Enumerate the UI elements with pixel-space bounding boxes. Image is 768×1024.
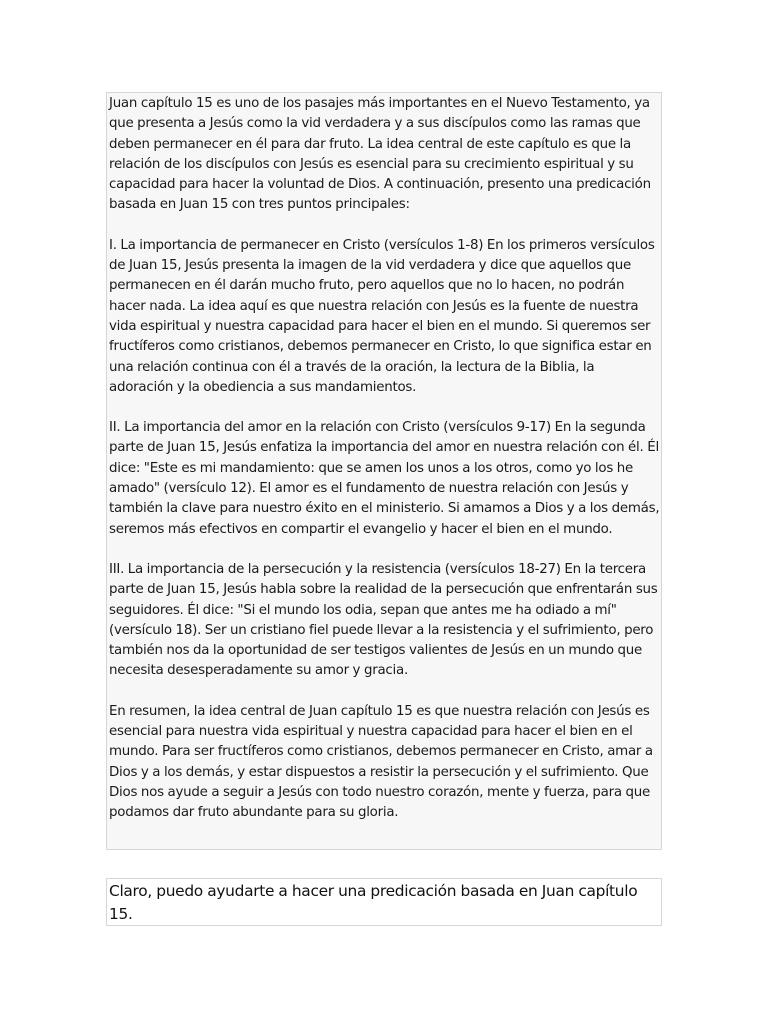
response-text-box bbox=[106, 92, 662, 850]
point-three-paragraph: III. La importancia de la persecución y la resistencia (versículos 18-27) En la tercera parte de Juan 15, Jesús habla sobre la realidad de la persecución que enfrentarán sus seguidores. Él dice: "Si el mundo los odia, sepan que antes me ha odiado a mí" (versículo 18). Ser un cristiano fiel puede llevar a la resistencia y el sufrimiento, pero también nos da la oportunidad de ser testigos valientes de Jesús en un mundo que necesita desesperadamente su amor y gracia. bbox=[109, 561, 658, 679]
summary-paragraph: En resumen, la idea central de Juan capítulo 15 es que nuestra relación con Jesús es esencial para nuestra vida espiritual y nuestra capacidad para hacer el bien en el mundo. Para ser fructíferos como cristianos, debemos permanecer en Cristo, amar a Dios y a los demás, y estar dispuestos a resistir la persecución y el sufrimiento. Que Dios nos ayude a seguir a Jesús con todo nuestro corazón, mente y fuerza, para que podamos dar fruto abundante para su gloria. bbox=[109, 703, 653, 821]
reply-text-box bbox=[106, 878, 662, 926]
point-two-paragraph: II. La importancia del amor en la relación con Cristo (versículos 9-17) En la segunda parte de Juan 15, Jesús enfatiza la importancia del amor en nuestra relación con él. Él dice: "Este es mi mandamiento: que se amen los unos a los otros, como yo los he amado" (versículo 12). El amor es el fundamento de nuestra relación con Jesús y también la clave para nuestro éxito en el ministerio. Si amamos a Dios y a los demás, seremos más efectivos en compartir el evangelio y hacer el bien en el mundo. bbox=[109, 420, 660, 537]
reply-text: Claro, puedo ayudarte a hacer una predicación basada en Juan capítulo 15. bbox=[109, 882, 638, 923]
point-one-paragraph: I. La importancia de permanecer en Cristo (versículos 1-8) En los primeros versículos de Juan 15, Jesús presenta la imagen de la vid verdadera y dice que aquellos que permanecen en él darán mucho fruto, pero aquellos que no lo hacen, no podrán hacer nada. La idea aquí es que nuestra relación con Jesús es la fuente de nuestra vida espiritual y nuestra capacidad para hacer el bien en el mundo. Si queremos ser fructíferos como cristianos, debemos permanecer en Cristo, lo que significa estar en una relación continua con él a través de la oración, la lectura de la Biblia, la adoración y la obediencia a sus mandamientos. bbox=[109, 237, 655, 395]
intro-paragraph: Juan capítulo 15 es uno de los pasajes más importantes en el Nuevo Testamento, ya que presenta a Jesús como la vid verdadera y a sus discípulos como las ramas que deben permanecer en él para dar fruto. La idea central de este capítulo es que la relación de los discípulos con Jesús es esencial para su crecimiento espiritual y su capacidad para hacer la voluntad de Dios. A continuación, presento una predicación basada en Juan 15 con tres puntos principales: bbox=[109, 96, 651, 213]
